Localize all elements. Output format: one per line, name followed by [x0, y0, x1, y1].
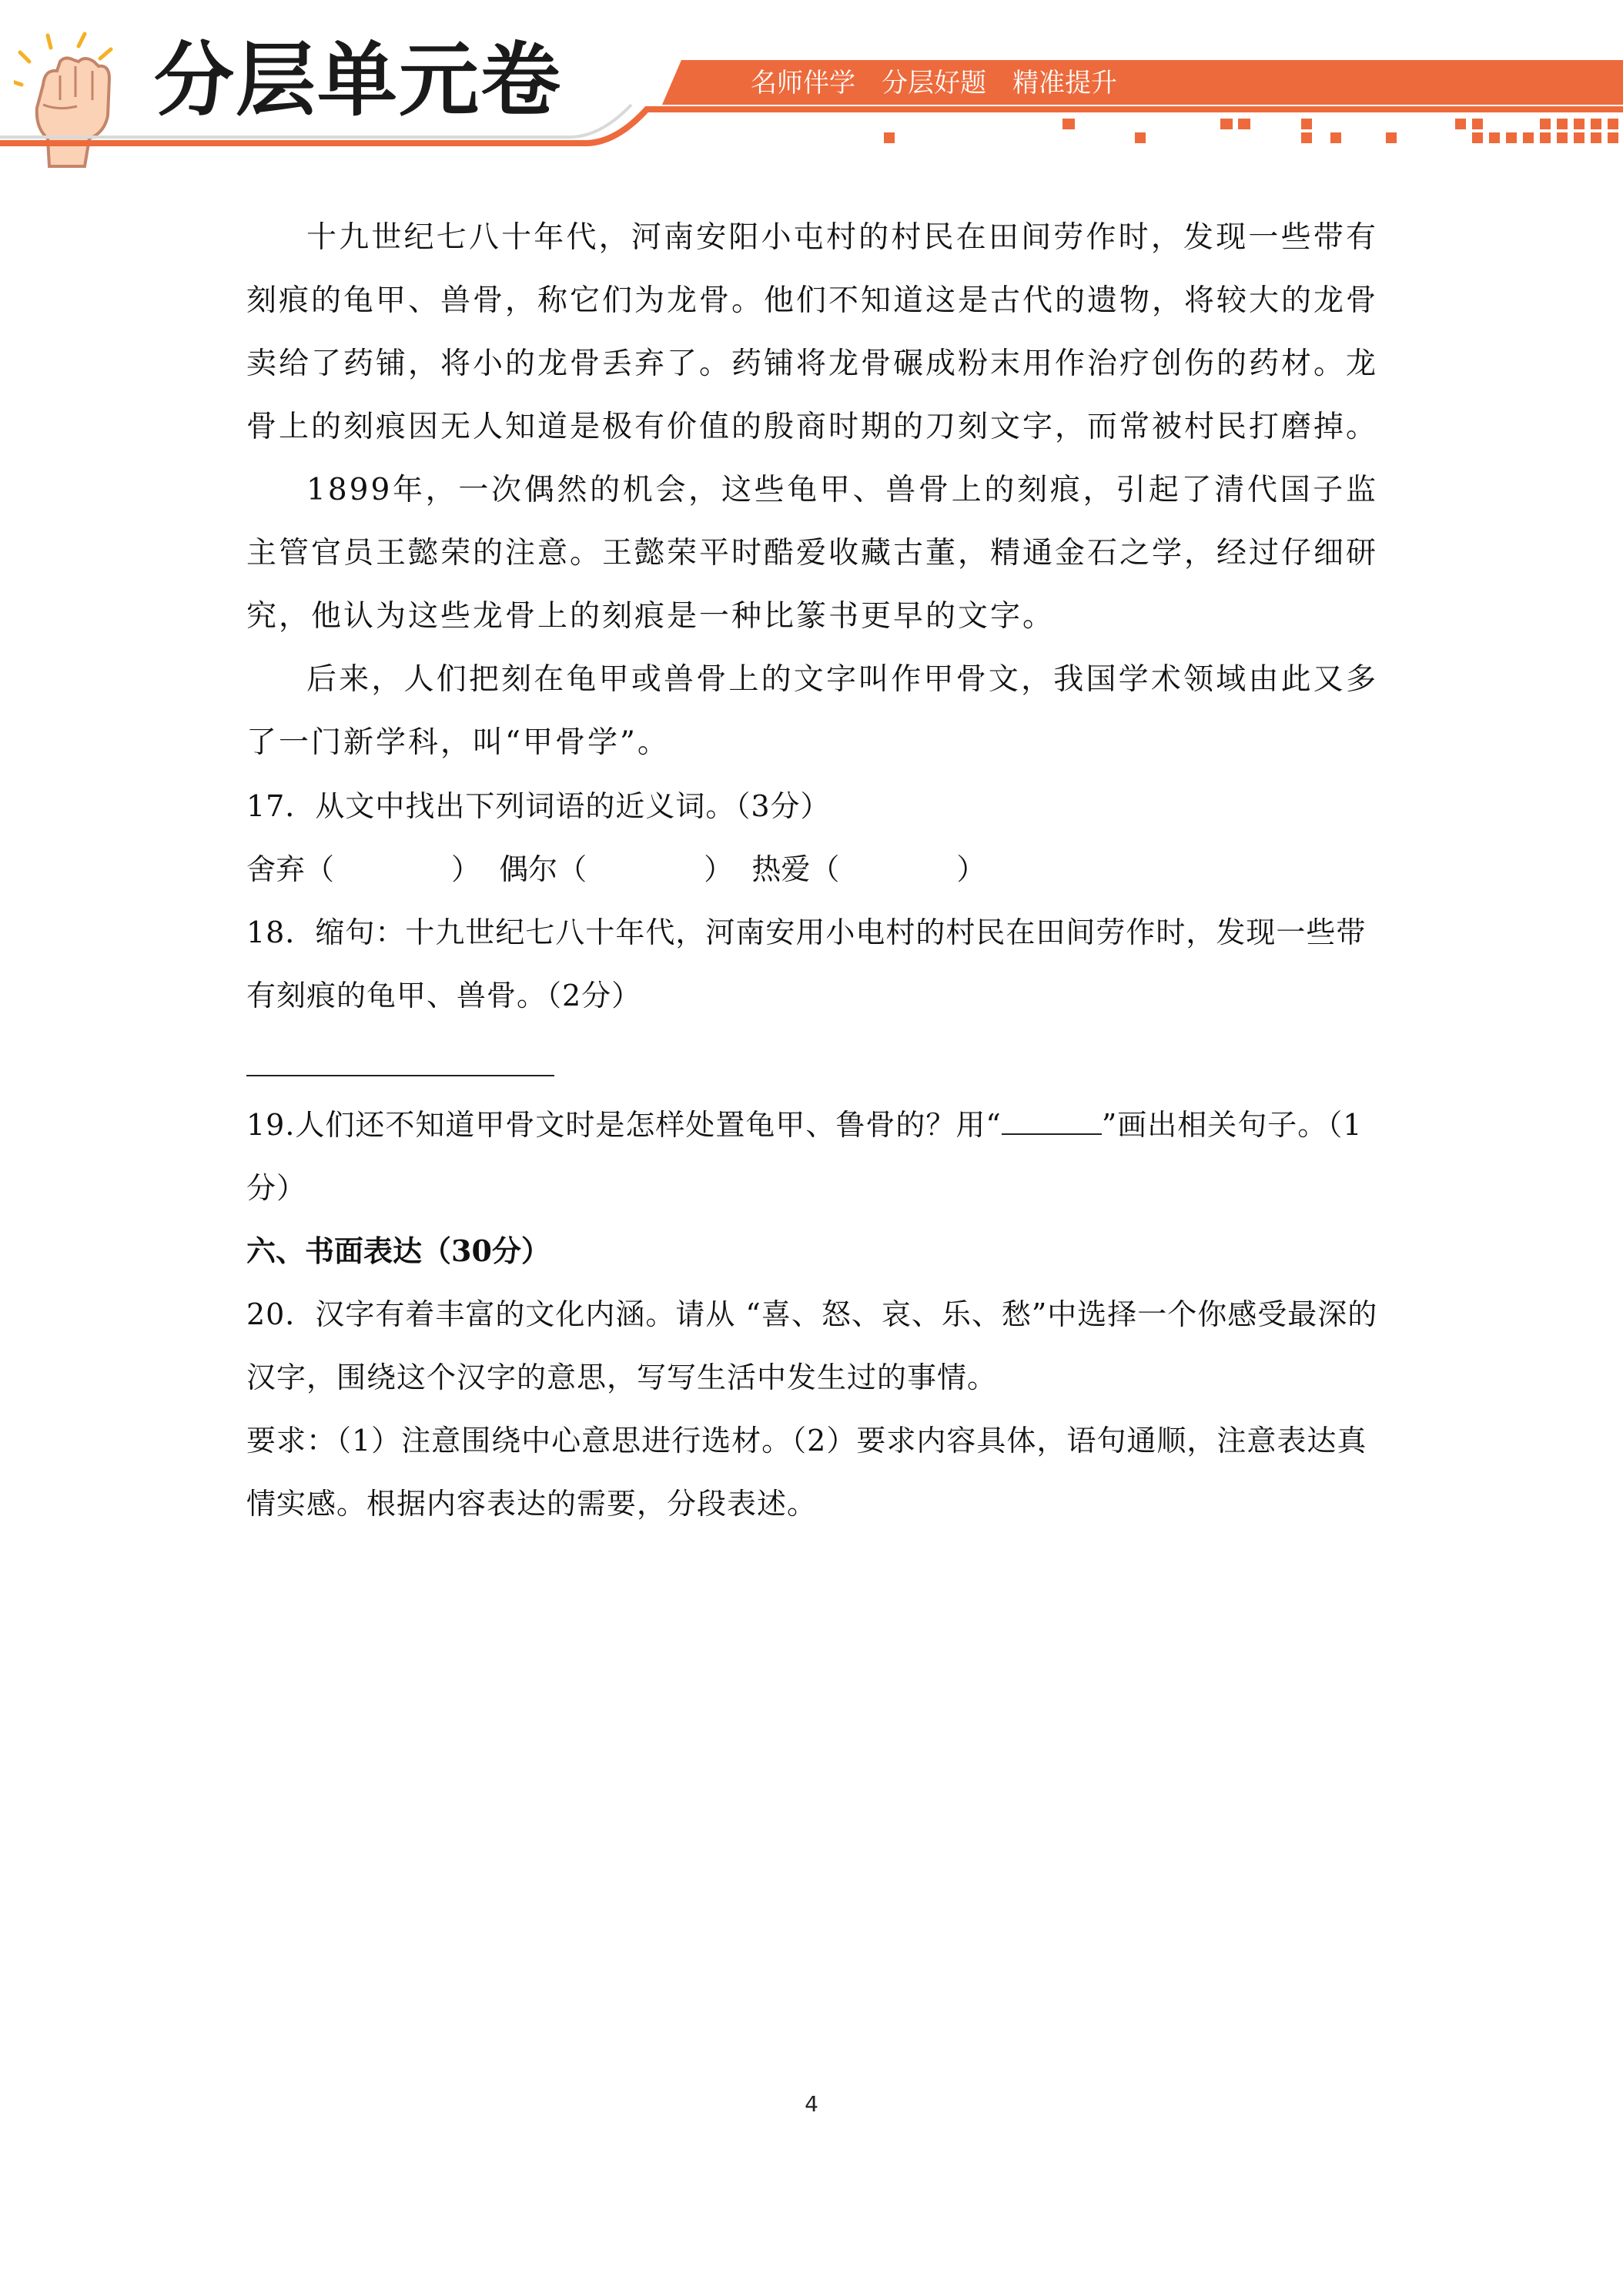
question-19-tail: ”画出相关句子。（1分） [246, 1108, 1363, 1205]
question-17-words: 舍弃（ ） 偶尔（ ） 热爱（ ） [246, 852, 986, 886]
slogan-text: 名师伴学 分层好题 精准提升 [751, 68, 1117, 99]
question-19-text: 19.人们还不知道甲骨文时是怎样处置龟甲、鲁骨的？用“ [246, 1108, 1002, 1142]
passage-paragraph: 1899年，一次偶然的机会，这些龟甲、兽骨上的刻痕，引起了清代国子监主管官员王懿荣的注意。王懿荣平时酷爱收藏古董，精通金石之学，经过仔细研究，他认为这些龙骨上的刻痕是一种比篆书更早的文字。 [246, 473, 1379, 634]
question-19 [246, 1093, 1378, 1220]
underline-sample [1002, 1110, 1102, 1135]
brand-title: 分层单元卷 [154, 33, 563, 127]
passage-paragraph: 十九世纪七八十年代，河南安阳小屯村的村民在田间劳作时，发现一些带有刻痕的龟甲、兽骨，称它们为龙骨。他们不知道这是古代的遗物，将较大的龙骨卖给了药铺，将小的龙骨丢弃了。药铺将龙骨碾成粉末用作治疗创伤的药材。龙骨上的刻痕因无人知道是极有价值的殷商时期的刀刻文字，而常被村民打磨掉。 [246, 220, 1379, 444]
question-20-requirements: 要求：（1）注意围绕中心意思进行选材。（2）要求内容具体，语句通顺，注意表达真情实感。根据内容表达的需要，分段表述。 [246, 1424, 1367, 1521]
answer-line [246, 1075, 554, 1076]
question-20: 20．汉字有着丰富的文化内涵。请从 “喜、怒、哀、乐、愁”中选择一个你感受最深的汉字，围绕这个汉字的意思，写写生活中发生过的事情。 [246, 1297, 1378, 1394]
page-number: 4 [805, 2091, 818, 2117]
passage-paragraph: 后来，人们把刻在龟甲或兽骨上的文字叫作甲骨文，我国学术领域由此又多了一门新学科，叫“甲骨学”。 [246, 662, 1378, 760]
question-18: 18．缩句：十九世纪七八十年代，河南安用小电村的村民在田间劳作时，发现一些带有刻痕的龟甲、兽骨。（2分） [246, 915, 1367, 1012]
decorative-squares [0, 115, 1623, 149]
section-6-heading: 六、书面表达（30分） [246, 1233, 550, 1268]
question-17: 17．从文中找出下列词语的近义词。（3分） [246, 789, 831, 823]
page-header [0, 0, 1623, 169]
document-body [246, 206, 1378, 1535]
